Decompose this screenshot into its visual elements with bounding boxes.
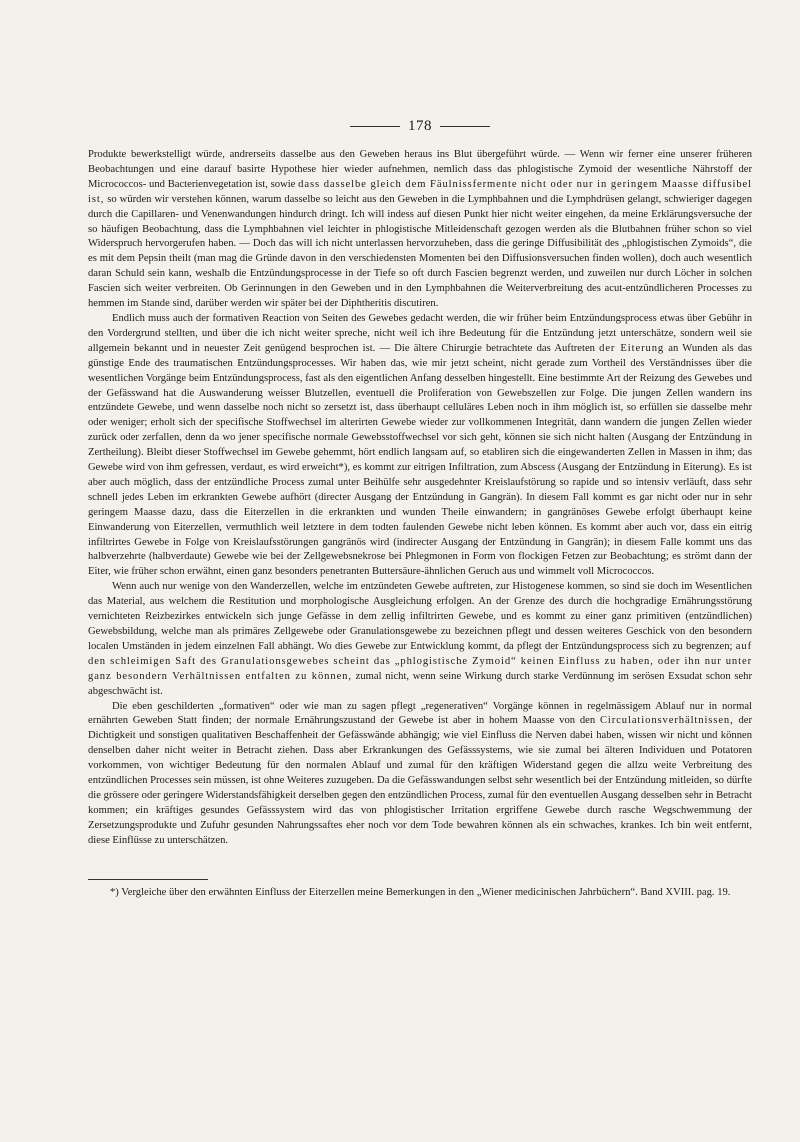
paragraph xyxy=(88,580,752,699)
paragraph-text: der Dichtigkeit und sonstigen qualitativen Beschaffenheit der Gefässwände abhängig; wie viel Einfluss die Nerven dabei haben, wissen wir nicht und können denselben daher nicht weiter in Betracht ziehen. Dass aber Erkrankungen des Gefässsystems, wie sie zumal bei älteren Individuen und Potatoren vorkommen, von wichtiger Bedeutung für den normalen Ablauf und zumal für den kräftigen Widerstand gegen die allzu weite Verbreitung des entzündlichen Processes sein müssen, ist ohne Weiteres zuzugeben. Da die Gefässwandungen selbst sehr wesentlich bei der Entzündung mitleiden, so dürfte die grössere oder geringere Widerstandsfähigkeit derselben gegen den entzündlichen Process, zumal für den eventuellen Ausgang desselben sehr in Betracht kommen; ein kräftiges gesundes Gefässsystem wird das von phlogistischer Irritation ergriffene Gewebe durch rasche Wegschwemmung der Zersetzungsprodukte und Zufuhr gesunden Nahrungssaftes eher noch vor dem Tode bewahren können als ein schwaches, krankes. Ich bin weit entfernt, diese Einflüsse zu unterschätzen. xyxy=(88,715,753,846)
paragraph xyxy=(88,700,752,849)
paragraph-text: zumal nicht, wenn seine Wirkung durch starke Verdünnung im serösen Exsudat schon sehr abgeschwächt ist. xyxy=(88,670,753,697)
body-text xyxy=(88,148,752,849)
footnote xyxy=(88,886,752,901)
footnote-rule xyxy=(88,879,208,880)
footnote-text: *) Vergleiche über den erwähnten Einfluss der Eiterzellen meine Bemerkungen in den „Wiener medicinischen Jahrbüchern“. Band XVIII. pag. 19. xyxy=(110,886,731,898)
page-number: 178 xyxy=(408,117,432,134)
page-header xyxy=(88,114,752,138)
emphasis-spaced-text: dass dasselbe gleich dem Fäulnissfermente nicht oder nur in geringem Maasse diffusibel ist, xyxy=(88,178,752,205)
paragraph-text: Endlich muss auch der formativen Reaction von Seiten des Gewebes gedacht werden, die wir früher beim Entzündungsprocess etwas über Gebühr in den Vordergrund stellten, und über die ich nicht weiter spreche, nicht weil ich ihre Bedeutung für die Entzündung jetzt unterschätze, sondern weil sie allgemein bekannt und in neuester Zeit genügend besprochen ist. — Die ältere Chirurgie betrachtete das Auftreten xyxy=(88,312,752,354)
paragraph-text: Die eben geschilderten „formativen“ oder wie man zu sagen pflegt „regenerativen“ Vorgänge können in regelmässigem Ablauf nur in normal ernährten Geweben Statt finden; der normale Ernährungszustand der Gewebe ist aber in hohem Maasse von den xyxy=(88,700,752,727)
paragraph xyxy=(88,312,752,580)
header-rule-left xyxy=(350,126,400,127)
header-rule-right xyxy=(440,126,490,127)
paragraph-text: Produkte bewerkstelligt würde, andrerseits dasselbe aus den Geweben heraus ins Blut übergeführt würde. — Wenn wir ferner eine unserer früheren Beobachtungen und eine darauf basirte Hypothese hier wieder aufnehmen, nemlich dass das phlogistische Zymoid der wesentliche Nährstoff der Micrococcos- und Bacterienvegetation ist, sowie xyxy=(88,149,752,190)
paragraph-text: Wenn auch nur wenige von den Wanderzellen, welche im entzündeten Gewebe auftreten, zur Histogenese kommen, so sind sie doch im Wesentlichen das Material, aus welchem die Restitution und morphologische Ausgleichung erfolgen. An der Grenze des durch die hochgradige Ernährungsstörung vernichteten Reizbezirkes entwickeln sich junge Gefässe in dem zellig infiltrirten Gewebe, und es kommt zu einer ganz primitiven (entzündlichen) Gewebsbildung, welche man als primäres Zellgewebe oder Granulationsgewebe zu bezeichnen pflegt und dessen weiteres Geschick von den besondern localen Umständen in jedem einzelnen Fall abhängt. Wo dies Gewebe zur Entwicklung kommt, da pflegt der Entzündungsprocess sich zu begrenzen; xyxy=(88,581,752,652)
paragraph-text: an Wunden als das günstige Ende des traumatischen Entzündungsprocesses. Wir haben das, wie mir jetzt scheint, nicht gerade zum Vortheil des Verständnisses über die wesentlichen Vorgänge beim Entzündungsprocess, fast als den eigentlichen Anfang desselben hingestellt. Eine bestimmte Art der Reizung des Gewebes und der Gefässwand hat die Auswanderung weisser Blutzellen, eventuell die Proliferation von Gewebszellen zur Folge. Die jungen Zellen wandern ins entzündete Gewebe, und wenn dasselbe noch nicht so zersetzt ist, dass überhaupt celluläres Leben noch in ihm möglich ist, so erfüllen sie dasselbe mehr oder weniger; erholt sich der specifische Stoffwechsel im alterirten Gewebe wieder zur vollkommenen Integrität, dann wandern die jungen Zellen wieder zurück oder zerfallen, denn da wo jener specifische normale Gewebsstoffwechsel vor sich geht, können sie sich nicht halten (Ausgang der Entzündung in Zertheilung). Bleibt dieser Stoffwechsel im Gewebe gehemmt, hört endlich langsam auf, so etabliren sich die eingewanderten Zellen in Massen in ihm; das Gewebe wird von ihm gefressen, verdaut, es wird erweicht*), es kommt zur eitrigen Infiltration, zum Abscess (Ausgang der Entzündung in Eiterung). Es ist aber auch möglich, dass der entzündliche Process zumal unter Beihülfe sehr ausgedehnter Kreislaufstörung so rapide und so intensiv verläuft, dass sehr schnell jedes Leben im erkrankten Gewebe aufhört (directer Ausgang der Entzündung in Gangrän). In diesem Fall kommt es gar nicht oder nur in sehr geringem Maasse dazu, dass die Eiterzellen in die erkrankten und wunden Theile einwandern; in gangränöses Gewebe erfolgt überhaupt keine Einwanderung von Eiterzellen, vermuthlich weil letztere in dem todten faulenden Gewebe nicht leben können. Es kommt aber auch vor, dass ein eitrig infiltrirtes Gewebe in Folge von Kreislaufsstörungen gangränös wird (indirecter Ausgang der Entzündung in Gangrän); in diesem Falle kommt uns das halbverzehrte (halbverdaute) Gewebe wie bei der Zellgewebsnekrose bei Phlegmonen in Form von flockigen Fetzen zur Beobachtung; es strömt dann der Eiter, wie früher schon erwähnt, einen ganz besonders penetranten Buttersäure-ähnlichen Geruch aus und wimmelt voll Micrococcos. xyxy=(88,342,752,578)
paragraph-text: so würden wir verstehen können, warum dasselbe so leicht aus den Geweben in die Lymphbahnen und die Lymphdrüsen gelangt, schwieriger dagegen durch die Capillaren- und Venenwandungen hindurch dringt. Ich will indess auf diesen Punkt hier nicht weiter eingehen, da meine Erklärungsversuche der so häufigen Beobachtung, dass die Lymphbahnen viel leichter in phlogistische Mitleidenschaft gezogen werden als die Blutbahnen früher schon so viel Widerspruch hervorgerufen haben. — Doch das will ich nicht unterlassen hervorzuheben, dass die geringe Diffusibilität des „phlogistischen Zymoids“, die es mit dem Pepsin theilt (man mag die Gründe davon in den verschiedensten Momenten bei den Diffusionsversuchen finden wollen), doch auch wesentlich daran Schuld sein kann, weshalb die Entzündungsprocesse in der Tiefe so oft durch Fascien begrenzt werden, und zuweilen nur durch Löcher in solchen Fascien sich weiter verbreiten. Ob Gerinnungen in den Geweben und in den Lymphbahnen die Weiterverbreitung des acut-entzündlicheren Processes zu hemmen im Stande sind, darüber werden wir später bei der Diphtheritis discutiren. xyxy=(88,193,752,310)
emphasis-spaced-text: Circulationsverhältnissen, xyxy=(599,715,734,727)
emphasis-spaced-text: auf den schleimigen Saft des Granulationsgewebes scheint das „phlogistische Zymoid“ keinen Einfluss zu haben, oder ihn nur unter ganz besondern Verhältnissen entfalten zu können, xyxy=(88,640,752,682)
emphasis-spaced-text: der Eiterung xyxy=(599,342,665,354)
paragraph xyxy=(88,148,752,312)
